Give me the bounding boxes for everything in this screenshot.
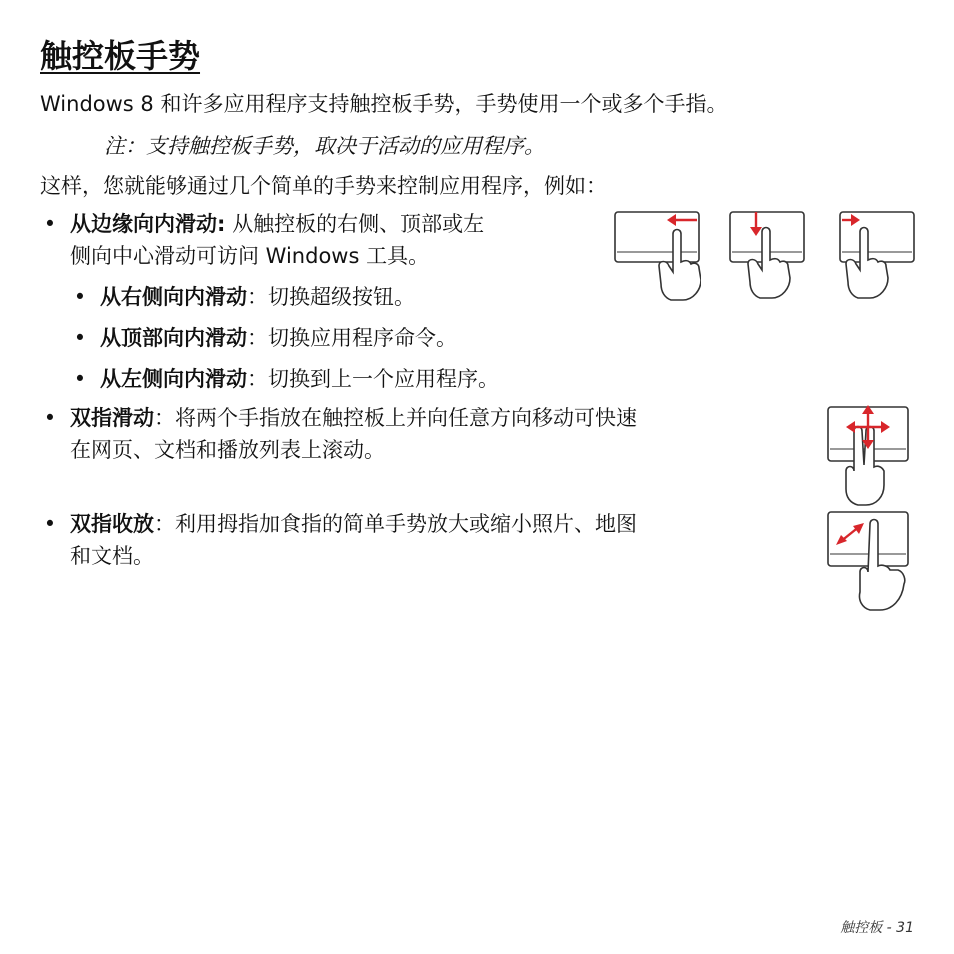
bullet-edge-swipe [40, 208, 600, 272]
bullet-line2: 在网页、文档和播放列表上滚动。 [70, 438, 385, 462]
bullet-line1: 从触控板的右侧、顶部或左 [225, 212, 485, 236]
bullet-text [100, 281, 415, 313]
bullet-marker: • [43, 212, 57, 236]
sub-bullet-left-swipe [70, 363, 670, 395]
swipe-from-right-icon [613, 210, 701, 302]
bullet-marker: • [43, 406, 57, 430]
bullet-pinch [40, 508, 810, 572]
footer-page-number: 31 [896, 920, 914, 936]
bullet-label: 双指收放 [70, 512, 154, 536]
bullet-two-finger-scroll [40, 402, 810, 466]
bullet-label: 从顶部向内滑动 [100, 326, 247, 350]
bullet-line1: ：将两个手指放在触控板上并向任意方向移动可快速 [154, 406, 637, 430]
bullet-text [70, 508, 810, 572]
swipe-from-left-icon [838, 210, 916, 302]
page-footer [840, 917, 914, 937]
swipe-from-top-icon [728, 210, 806, 302]
note-paragraph: 注：支持触控板手势，取决于活动的应用程序。 [104, 134, 545, 158]
bullet-text [70, 402, 810, 466]
bullet-marker: • [73, 367, 87, 391]
bullet-label: 从边缘向内滑动: [70, 212, 226, 236]
intro-paragraph: Windows 8 和许多应用程序支持触控板手势，手势使用一个或多个手指。 [40, 92, 728, 116]
sub-bullet-top-swipe [70, 322, 670, 354]
two-finger-scroll-icon [826, 405, 910, 509]
bullet-text [100, 363, 499, 395]
bullet-marker: • [43, 512, 57, 536]
bullet-desc: ：切换超级按钮。 [247, 285, 415, 309]
bullet-label: 从右侧向内滑动 [100, 285, 247, 309]
bullet-desc: ：切换到上一个应用程序。 [247, 367, 499, 391]
bullet-marker: • [73, 285, 87, 309]
footer-section: 触控板 - [840, 920, 892, 936]
bullet-desc: ：切换应用程序命令。 [247, 326, 457, 350]
bullet-marker: • [73, 326, 87, 350]
bullet-label: 双指滑动 [70, 406, 154, 430]
bullet-text [100, 322, 457, 354]
bullet-line1: ：利用拇指加食指的简单手势放大或缩小照片、地图 [154, 512, 637, 536]
bullet-line2: 侧向中心滑动可访问 Windows 工具。 [70, 244, 430, 268]
pinch-zoom-icon [826, 510, 910, 614]
bullet-line2: 和文档。 [70, 544, 154, 568]
lead-paragraph: 这样，您就能够通过几个简单的手势来控制应用程序，例如： [40, 174, 607, 198]
page-title: 触控板手势 [40, 37, 201, 75]
bullet-text [70, 208, 610, 272]
sub-bullet-right-swipe [70, 281, 670, 313]
bullet-label: 从左侧向内滑动 [100, 367, 247, 391]
